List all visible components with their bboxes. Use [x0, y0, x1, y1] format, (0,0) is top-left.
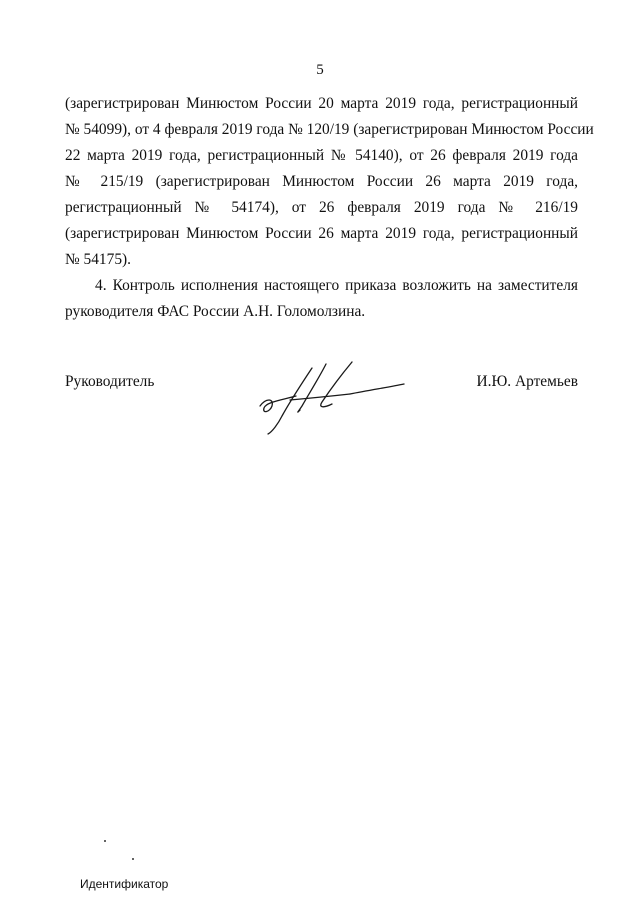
signer-name: И.Ю. Артемьев [476, 373, 578, 390]
page-number: 5 [316, 62, 324, 78]
body-line-1: (зарегистрирован Минюстом России 20 марта 2019 года, регистрационный [65, 95, 578, 112]
body-line-4: № 215/19 (зарегистрирован Минюстом России 26 марта 2019 года, [65, 173, 578, 190]
body-line-5: регистрационный № 54174), от 26 февраля 2019 года № 216/19 [65, 199, 578, 216]
clause-4-line-1: 4. Контроль исполнения настоящего приказа возложить на заместителя [95, 277, 578, 294]
signatory-position: Руководитель [65, 373, 155, 390]
body-line-3: 22 марта 2019 года, регистрационный № 54140), от 26 февраля 2019 года [65, 147, 578, 164]
scan-speck [104, 840, 106, 842]
body-line-7: № 54175). [65, 251, 131, 268]
body-line-2: № 54099), от 4 февраля 2019 года № 120/19 (зарегистрирован Минюстом России [65, 121, 594, 138]
scan-speck [132, 858, 134, 860]
identifier-label: Идентификатор [80, 877, 169, 891]
handwritten-signature [252, 354, 412, 436]
body-line-6: (зарегистрирован Минюстом России 26 марта 2019 года, регистрационный [65, 225, 578, 242]
clause-4-line-2: руководителя ФАС России А.Н. Голомолзина. [65, 303, 366, 320]
